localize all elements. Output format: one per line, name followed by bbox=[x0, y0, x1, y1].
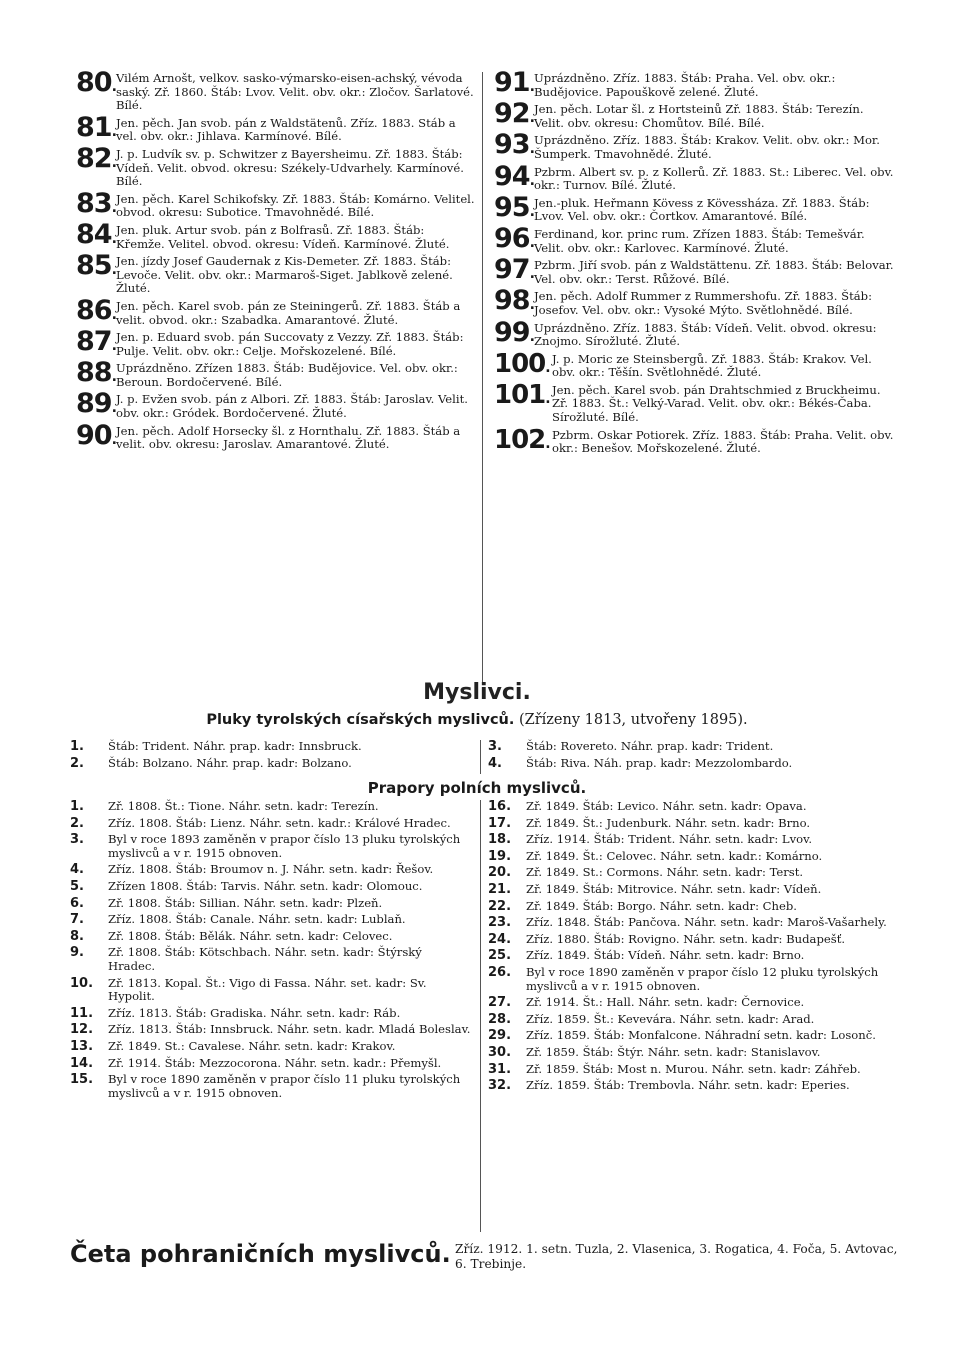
item-number: 5. bbox=[70, 878, 84, 894]
list-item bbox=[488, 1013, 890, 1027]
list-item bbox=[70, 880, 472, 894]
regiment-entry bbox=[494, 98, 894, 130]
regiment-number: 92 . bbox=[494, 100, 534, 132]
regiment-entry bbox=[494, 129, 894, 161]
item-number: 18. bbox=[488, 832, 512, 848]
item-text: Zř. 1849. Štáb: Levico. Náhr. setn. kadr: Opava. bbox=[526, 799, 807, 813]
battalions-heading: Prapory polních myslivců. bbox=[367, 779, 587, 797]
list-item bbox=[70, 1040, 472, 1054]
item-number: 26. bbox=[488, 964, 512, 980]
regiment-entry bbox=[494, 67, 894, 99]
regiment-entry bbox=[76, 67, 476, 113]
item-number: 4. bbox=[488, 755, 502, 771]
item-text: Zř. 1808. Štáb: Sillian. Náhr. setn. kadr: Plzeň. bbox=[108, 895, 383, 910]
regiment-text: J. p. Ludvík sv. p. Schwitzer z Bayersheimu. Zř. 1883. Štáb: Vídeň. Velit. obvod. okresu: Székely-Udvarhely. Karmínové. Bílé. bbox=[116, 146, 464, 189]
item-text: Zř. 1859. Štáb: Štýr. Náhr. setn. kadr: Stanislavov. bbox=[526, 1044, 821, 1059]
item-number: 1. bbox=[70, 739, 84, 754]
tyrol-note: (Zřízeny 1813, utvořeny 1895). bbox=[518, 712, 748, 728]
item-number: 13. bbox=[70, 1038, 94, 1054]
list-item bbox=[488, 817, 890, 831]
item-text: Zř. 1849. Štáb: Mitrovice. Náhr. setn. kadr: Vídeň. bbox=[526, 881, 822, 896]
list-item bbox=[488, 800, 890, 814]
regiment-text: Uprázdněno. Zřízen 1883. Štáb: Budějovice. Vel. obv. okr.: Beroun. Bordočervené. Bílé. bbox=[116, 361, 458, 389]
regiment-number: 88 . bbox=[76, 359, 116, 391]
tyrol-heading: Pluky tyrolských císařských myslivců. bbox=[206, 712, 515, 728]
item-number: 11. bbox=[70, 1005, 94, 1021]
regiment-number: 102 . bbox=[494, 426, 550, 458]
list-item bbox=[488, 883, 890, 897]
item-text: Zř. 1849. Štáb: Borgo. Náhr. setn. kadr: Cheb. bbox=[526, 898, 797, 913]
list-item bbox=[70, 1057, 472, 1071]
list-item bbox=[70, 800, 472, 814]
item-number: 1. bbox=[70, 799, 84, 814]
item-number: 9. bbox=[70, 945, 84, 961]
item-number: 31. bbox=[488, 1061, 512, 1077]
regiment-entry bbox=[494, 160, 894, 193]
tyrol-heading-line bbox=[0, 712, 954, 728]
regiment-entry bbox=[494, 348, 894, 380]
item-number: 14. bbox=[70, 1055, 94, 1071]
tyrol-regiment bbox=[70, 740, 470, 754]
item-number: 28. bbox=[488, 1011, 512, 1027]
item-number: 29. bbox=[488, 1028, 512, 1044]
battalions-right-column bbox=[488, 800, 890, 1096]
item-number: 3. bbox=[70, 832, 84, 848]
section-title: Myslivci. bbox=[423, 680, 531, 705]
regiment-entry bbox=[76, 142, 476, 189]
regiment-number: 82 . bbox=[76, 145, 116, 177]
item-number: 30. bbox=[488, 1044, 512, 1060]
regiment-number: 87 . bbox=[76, 328, 116, 360]
list-item bbox=[488, 916, 890, 930]
item-text: Byl v roce 1890 zaměněn v prapor číslo 11 pluku tyrolských myslivců a v r. 1915 obnoven. bbox=[108, 1072, 461, 1100]
list-item bbox=[70, 863, 472, 877]
item-number: 25. bbox=[488, 948, 512, 964]
item-text: Zř. 1914. Št.: Hall. Náhr. setn. kadr: Černovice. bbox=[526, 995, 805, 1010]
item-text: Zř. 1859. Štáb: Most n. Murou. Náhr. setn. kadr: Záhřeb. bbox=[526, 1061, 861, 1076]
regiment-text: Jen. pěch. Adolf Horsecky šl. z Hornthalu. Zř. 1883. Štáb a velit. obv. okresu: Jaroslav. Amarantové. Žluté. bbox=[116, 423, 461, 452]
item-number: 22. bbox=[488, 898, 512, 914]
item-text: Zříz. 1859. Štáb: Monfalcone. Náhradní setn. kadr: Losonč. bbox=[526, 1028, 876, 1043]
regiments-right-column bbox=[494, 67, 894, 460]
item-number: 4. bbox=[70, 862, 84, 878]
column-divider bbox=[480, 740, 481, 774]
regiment-text: Jen. pěch. Karel svob. pán Drahtschmied z Bruckheimu. Zř. 1883. Št.: Velký-Varad. Velit. obv. okr.: Békés-Čaba. Sírožluté. Bílé. bbox=[552, 382, 881, 425]
regiment-text: Uprázdněno. Zříz. 1883. Štáb: Praha. Vel. obv. okr.: Budějovice. Papouškově zelené. Žluté. bbox=[534, 71, 836, 99]
list-item bbox=[488, 996, 890, 1010]
list-item bbox=[70, 913, 472, 927]
regiment-text: Jen. pěch. Karel svob. pán ze Steiningerů. Zř. 1883. Štáb a velit. obvod. okr.: Szabadka. Amarantové. Žluté. bbox=[116, 298, 461, 327]
item-number: 19. bbox=[488, 848, 512, 864]
regiment-entry bbox=[76, 250, 476, 296]
item-text: Štáb: Riva. Náh. prap. kadr: Mezzolombardo. bbox=[526, 755, 793, 770]
list-item bbox=[488, 966, 890, 993]
regiment-entry bbox=[76, 187, 476, 220]
item-number: 21. bbox=[488, 881, 512, 897]
item-text: Zříz. 1813. Štáb: Innsbruck. Náhr. setn. kadr. Mladá Boleslav. bbox=[108, 1022, 471, 1037]
list-item bbox=[70, 1007, 472, 1021]
list-item bbox=[488, 900, 890, 914]
regiment-number: 89 . bbox=[76, 390, 116, 422]
column-divider bbox=[480, 800, 481, 1232]
item-number: 12. bbox=[70, 1022, 94, 1038]
footer-title: Četa pohraničních myslivců. bbox=[70, 1240, 451, 1268]
regiment-number: 97 . bbox=[494, 256, 534, 288]
item-text: Zříz. 1859. Štáb: Trembovla. Náhr. setn. kadr: Eperies. bbox=[526, 1078, 850, 1093]
item-number: 16. bbox=[488, 799, 512, 814]
regiment-number: 90 . bbox=[76, 422, 116, 454]
list-item bbox=[488, 833, 890, 847]
item-number: 8. bbox=[70, 928, 84, 944]
list-item bbox=[488, 1029, 890, 1043]
item-text: Byl v roce 1890 zaměněn v prapor číslo 12 pluku tyrolských myslivců a v r. 1915 obnoven. bbox=[526, 964, 879, 993]
regiment-number: 98 . bbox=[494, 287, 534, 319]
regiment-number: 99 . bbox=[494, 319, 534, 351]
list-item bbox=[488, 866, 890, 880]
list-item bbox=[70, 1023, 472, 1037]
item-text: Zříz. 1848. Štáb: Pančova. Náhr. setn. kadr: Maroš-Vašarhely. bbox=[526, 915, 887, 930]
regiments-left-column bbox=[76, 67, 476, 456]
list-item bbox=[488, 1079, 890, 1093]
item-number: 15. bbox=[70, 1072, 94, 1088]
regiment-number: 94 . bbox=[494, 163, 534, 195]
regiment-number: 96 . bbox=[494, 225, 534, 257]
list-item bbox=[70, 1073, 472, 1100]
tyrol-regiment bbox=[488, 757, 888, 771]
regiment-text: Pzbrm. Albert sv. p. z Kollerů. Zř. 1883. St.: Liberec. Vel. obv. okr.: Turnov. Bílé. Žluté. bbox=[534, 164, 894, 193]
regiment-number: 101 . bbox=[494, 381, 550, 413]
regiment-number: 86 . bbox=[76, 297, 116, 329]
column-divider bbox=[482, 72, 483, 682]
regiment-text: Pzbrm. Jiří svob. pán z Waldstättenu. Zř. 1883. Štáb: Belovar. Vel. obv. okr.: Terst. Růžové. Bílé. bbox=[534, 258, 894, 286]
item-number: 20. bbox=[488, 865, 512, 881]
list-item bbox=[488, 1046, 890, 1060]
regiment-entry bbox=[76, 357, 476, 389]
item-text: Zř. 1813. Kopal. Št.: Vigo di Fassa. Náhr. set. kadr: Sv. Hypolit. bbox=[108, 975, 427, 1004]
regiment-entry bbox=[494, 285, 894, 317]
regiment-entry bbox=[494, 222, 894, 255]
regiment-number: 80 . bbox=[76, 69, 116, 101]
regiment-entry bbox=[76, 326, 476, 358]
item-text: Zř. 1914. Štáb: Mezzocorona. Náhr. setn. kadr.: Přemyšl. bbox=[108, 1055, 442, 1070]
regiment-text: Pzbrm. Oskar Potiorek. Zříz. 1883. Štáb: Praha. Velit. obv. okr.: Benešov. Mořskozelené. Žluté. bbox=[552, 427, 894, 456]
item-text: Zříz. 1859. Št.: Kevevára. Náhr. setn. kadr: Arad. bbox=[526, 1011, 815, 1026]
regiment-number: 95 . bbox=[494, 194, 534, 226]
item-text: Štáb: Rovereto. Náhr. prap. kadr: Trident. bbox=[526, 739, 774, 753]
item-number: 3. bbox=[488, 739, 502, 754]
item-text: Štáb: Trident. Náhr. prap. kadr: Innsbruck. bbox=[108, 739, 362, 753]
regiment-text: Jen. p. Eduard svob. pán Succovaty z Vezzy. Zř. 1883. Štáb: Pulje. Velit. obv. okr.: Celje. Mořskozelené. Bílé. bbox=[116, 330, 464, 358]
item-text: Zřízen 1808. Štáb: Tarvis. Náhr. setn. kadr: Olomouc. bbox=[108, 878, 423, 893]
item-number: 27. bbox=[488, 995, 512, 1011]
regiment-entry bbox=[494, 379, 894, 425]
list-item bbox=[70, 946, 472, 973]
list-item bbox=[70, 930, 472, 944]
tyrol-regiments-right bbox=[488, 740, 888, 773]
list-item bbox=[488, 1063, 890, 1077]
item-text: Byl v roce 1893 zaměněn v prapor číslo 13 pluku tyrolských myslivců a v r. 1915 obnoven. bbox=[108, 832, 461, 860]
item-text: Zř. 1849. St.: Cavalese. Náhr. setn. kadr: Krakov. bbox=[108, 1038, 396, 1053]
regiment-number: 100 . bbox=[494, 350, 550, 382]
regiment-entry bbox=[494, 424, 894, 456]
regiment-number: 93 . bbox=[494, 131, 534, 163]
regiment-entry bbox=[76, 218, 476, 251]
item-text: Zříz. 1808. Štáb: Canale. Náhr. setn. kadr: Lublaň. bbox=[108, 912, 406, 927]
regiment-text: Jen. pěch. Karel Schikofsky. Zř. 1883. Štáb: Komárno. Velitel. obvod. okresu: Subotice. Tmavohnědé. Bílé. bbox=[116, 191, 475, 220]
regiment-text: Vilém Arnošt, velkov. sasko-výmarsko-eisen-achský, vévoda saský. Zř. 1860. Štáb: Lvov. Velit. obv. okr.: Zločov. Šarlatové. Bílé. bbox=[116, 71, 474, 113]
regiment-entry bbox=[494, 316, 894, 349]
item-number: 2. bbox=[70, 755, 84, 771]
regiment-text: Jen. pěch. Lotar šl. z Hortsteinů Zř. 1883. Štáb: Terezín. Velit. obv. okresu: Chomůtov. Bílé. Bílé. bbox=[534, 102, 864, 130]
list-item bbox=[488, 949, 890, 963]
regiment-text: Uprázdněno. Zříz. 1883. Štáb: Krakov. Velit. obv. okr.: Mor. Šumperk. Tmavohnědé. Žluté. bbox=[534, 133, 880, 161]
list-item bbox=[488, 850, 890, 864]
list-item bbox=[70, 817, 472, 831]
regiment-number: 83 . bbox=[76, 190, 116, 222]
regiment-text: Jen.-pluk. Heřmann Kövess z Kövessházа. Zř. 1883. Štáb: Lvov. Vel. obv. okr.: Čortkov. Amarantové. Bílé. bbox=[534, 195, 870, 224]
regiment-text: Jen. pěch. Jan svob. pán z Waldstätenů. Zříz. 1883. Stáb a vel. obv. okr.: Jihlava. Karmínové. Bílé. bbox=[116, 115, 456, 144]
item-text: Zř. 1808. Štáb: Bělák. Náhr. setn. kadr: Celovec. bbox=[108, 928, 393, 943]
regiment-text: Uprázdněno. Zříz. 1883. Štáb: Vídeň. Velit. obvod. okresu: Znojmo. Sírožluté. Žluté. bbox=[534, 320, 877, 349]
tyrol-regiment bbox=[488, 740, 888, 754]
tyrol-regiment bbox=[70, 757, 470, 771]
item-text: Zř. 1808. Štáb: Kötschbach. Náhr. setn. kadr: Štýrský Hradec. bbox=[108, 945, 422, 973]
item-text: Zř. 1808. Št.: Tione. Náhr. setn. kadr: Terezín. bbox=[108, 799, 379, 813]
battalions-left-column bbox=[70, 800, 472, 1103]
regiment-entry bbox=[76, 111, 476, 144]
regiment-entry bbox=[76, 419, 476, 452]
tyrol-regiments-left bbox=[70, 740, 470, 773]
regiment-text: J. p. Moric ze Steinsbergů. Zř. 1883. Štáb: Krakov. Vel. obv. okr.: Těšín. Světlohnědé. Žluté. bbox=[552, 351, 872, 380]
item-number: 7. bbox=[70, 912, 84, 928]
regiment-text: Jen. jízdy Josef Gaudernak z Kis-Demeter. Zř. 1883. Štáb: Levoče. Velit. obv. okr.: Marmaroš-Siget. Jablkově zelené. Žluté. bbox=[116, 254, 453, 296]
regiment-text: J. p. Evžen svob. pán z Albori. Zř. 1883. Štáb: Jaroslav. Velit. obv. okr.: Gródek. Bordočervené. Žluté. bbox=[116, 392, 468, 421]
item-text: Zříz. 1880. Štáb: Rovigno. Náhr. setn. kadr: Budapešť. bbox=[526, 931, 846, 946]
item-number: 23. bbox=[488, 915, 512, 931]
item-text: Zř. 1849. Št.: Celovec. Náhr. setn. kadr.: Komárno. bbox=[526, 848, 823, 863]
list-item bbox=[70, 833, 472, 860]
regiment-entry bbox=[494, 191, 894, 224]
regiment-entry bbox=[494, 254, 894, 286]
regiment-number: 91 . bbox=[494, 69, 534, 101]
regiment-entry bbox=[76, 388, 476, 421]
regiment-entry bbox=[76, 294, 476, 327]
list-item bbox=[488, 933, 890, 947]
item-number: 32. bbox=[488, 1078, 512, 1094]
item-text: Štáb: Bolzano. Náhr. prap. kadr: Bolzano. bbox=[108, 755, 352, 770]
item-number: 24. bbox=[488, 931, 512, 947]
item-text: Zř. 1849. Št.: Judenburk. Náhr. setn. kadr: Brno. bbox=[526, 815, 811, 830]
item-text: Zříz. 1849. Štáb: Vídeň. Náhr. setn. kadr: Brno. bbox=[526, 948, 805, 963]
regiment-text: Ferdinand, kor. princ rum. Zřízen 1883. Štáb: Temešvár. Velit. obv. okr.: Karlovec. Karmínové. Žluté. bbox=[534, 226, 865, 255]
item-text: Zříz. 1914. Štáb: Trident. Náhr. setn. kadr: Lvov. bbox=[526, 832, 812, 847]
item-number: 10. bbox=[70, 975, 94, 991]
regiment-number: 84 . bbox=[76, 221, 116, 253]
footer-text: Zříz. 1912. 1. setn. Tuzla, 2. Vlasenica, 3. Rogatica, 4. Foča, 5. Avtovac, 6. Trebinje. bbox=[455, 1242, 898, 1271]
item-number: 2. bbox=[70, 815, 84, 831]
list-item bbox=[70, 977, 472, 1004]
item-text: Zříz. 1808. Štáb: Lienz. Náhr. setn. kadr.: Králové Hradec. bbox=[108, 815, 451, 830]
regiment-number: 81 . bbox=[76, 114, 116, 146]
list-item bbox=[70, 897, 472, 911]
item-text: Zříz. 1813. Štáb: Gradiska. Náhr. setn. kadr: Ráb. bbox=[108, 1005, 401, 1020]
regiment-text: Jen. pluk. Artur svob. pán z Bolfrasů. Zř. 1883. Štáb: Křemže. Velitel. obvod. okresu: Vídeň. Karmínové. Žluté. bbox=[116, 222, 450, 251]
item-text: Zříz. 1808. Štáb: Broumov n. J. Náhr. setn. kadr: Řešov. bbox=[108, 862, 434, 877]
regiment-text: Jen. pěch. Adolf Rummer z Rummershofu. Zř. 1883. Štáb: Josefov. Vel. obv. okr.: Vysoké Mýto. Světlohnědé. Bílé. bbox=[534, 289, 873, 317]
item-text: Zř. 1849. St.: Cormons. Náhr. setn. kadr: Terst. bbox=[526, 865, 804, 880]
item-number: 17. bbox=[488, 815, 512, 831]
regiment-number: 85 . bbox=[76, 252, 116, 284]
item-number: 6. bbox=[70, 895, 84, 911]
